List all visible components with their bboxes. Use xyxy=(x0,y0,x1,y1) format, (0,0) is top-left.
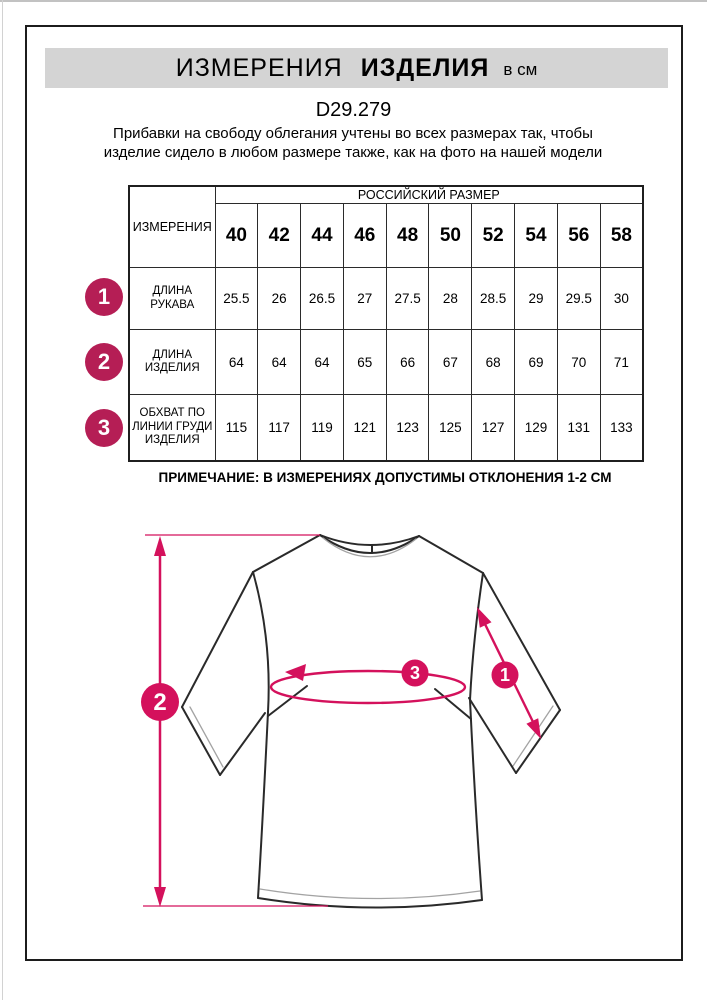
value-cell: 71 xyxy=(600,330,643,395)
value-cell: 119 xyxy=(301,395,344,461)
value-cell: 65 xyxy=(343,330,386,395)
size-col-header: 46 xyxy=(343,204,386,268)
value-cell: 131 xyxy=(557,395,600,461)
row-label: ДЛИНА ИЗДЕЛИЯ xyxy=(129,330,215,395)
value-cell: 67 xyxy=(429,330,472,395)
value-cell: 64 xyxy=(301,330,344,395)
value-cell: 69 xyxy=(515,330,558,395)
value-cell: 133 xyxy=(600,395,643,461)
row-label: ДЛИНА РУКАВА xyxy=(129,268,215,330)
size-group-header: РОССИЙСКИЙ РАЗМЕР xyxy=(215,186,643,204)
size-col-header: 54 xyxy=(515,204,558,268)
size-col-header: 52 xyxy=(472,204,515,268)
length-marker xyxy=(141,683,179,721)
page-edge-artifact-top xyxy=(0,0,707,2)
article-code: D29.279 xyxy=(315,99,392,121)
size-table xyxy=(128,185,644,462)
value-cell: 28.5 xyxy=(472,268,515,330)
row-badge-1: 1 xyxy=(85,278,123,316)
value-cell: 121 xyxy=(343,395,386,461)
size-col-header: 40 xyxy=(215,204,258,268)
value-cell: 70 xyxy=(557,330,600,395)
value-cell: 26.5 xyxy=(301,268,344,330)
value-cell: 115 xyxy=(215,395,258,461)
table-row xyxy=(129,268,643,330)
row-label: ОБХВАТ ПО ЛИНИИ ГРУДИ ИЗДЕЛИЯ xyxy=(129,395,215,461)
value-cell: 27.5 xyxy=(386,268,429,330)
value-cell: 28 xyxy=(429,268,472,330)
chest-marker xyxy=(402,660,429,687)
value-cell: 117 xyxy=(258,395,301,461)
value-cell: 27 xyxy=(343,268,386,330)
value-cell: 125 xyxy=(429,395,472,461)
size-col-header: 50 xyxy=(429,204,472,268)
value-cell: 129 xyxy=(515,395,558,461)
table-row xyxy=(129,330,643,395)
tshirt-diagram xyxy=(110,515,590,925)
size-col-header: 58 xyxy=(600,204,643,268)
value-cell: 30 xyxy=(600,268,643,330)
value-cell: 26 xyxy=(258,268,301,330)
tolerance-note: ПРИМЕЧАНИЕ: В ИЗМЕРЕНИЯХ ДОПУСТИМЫ ОТКЛОНЕНИЯ 1-2 СМ xyxy=(158,470,612,485)
value-cell: 66 xyxy=(386,330,429,395)
value-cell: 25.5 xyxy=(215,268,258,330)
title-product: ИЗДЕЛИЯ xyxy=(360,53,490,82)
value-cell: 64 xyxy=(258,330,301,395)
size-col-header: 44 xyxy=(301,204,344,268)
value-cell: 68 xyxy=(472,330,515,395)
title-banner xyxy=(45,48,668,88)
value-cell: 29 xyxy=(515,268,558,330)
length-arrow xyxy=(143,535,328,907)
value-cell: 123 xyxy=(386,395,429,461)
value-cell: 29.5 xyxy=(557,268,600,330)
size-col-header: 42 xyxy=(258,204,301,268)
chest-ellipse-arrow xyxy=(271,664,465,703)
value-cell: 64 xyxy=(215,330,258,395)
title-measurements: ИЗМЕРЕНИЯ xyxy=(175,53,343,82)
svg-text:2: 2 xyxy=(153,689,167,716)
tshirt-outline xyxy=(182,535,560,908)
row-badge-3: 3 xyxy=(85,409,123,447)
page-edge-artifact-left xyxy=(2,0,3,1000)
sleeve-marker xyxy=(492,662,519,689)
svg-text:1: 1 xyxy=(499,665,511,685)
size-col-header: 48 xyxy=(386,204,429,268)
size-col-header: 56 xyxy=(557,204,600,268)
measure-col-header: ИЗМЕРЕНИЯ xyxy=(129,186,215,268)
value-cell: 127 xyxy=(472,395,515,461)
svg-text:3: 3 xyxy=(409,663,421,683)
row-badge-2: 2 xyxy=(85,343,123,381)
fit-description: Прибавки на свободу облегания учтены во всех размерах так, чтобы изделие сидело в любом размере также, как на фото на нашей модели xyxy=(103,125,603,161)
table-row xyxy=(129,395,643,461)
title-unit: в см xyxy=(503,60,538,79)
